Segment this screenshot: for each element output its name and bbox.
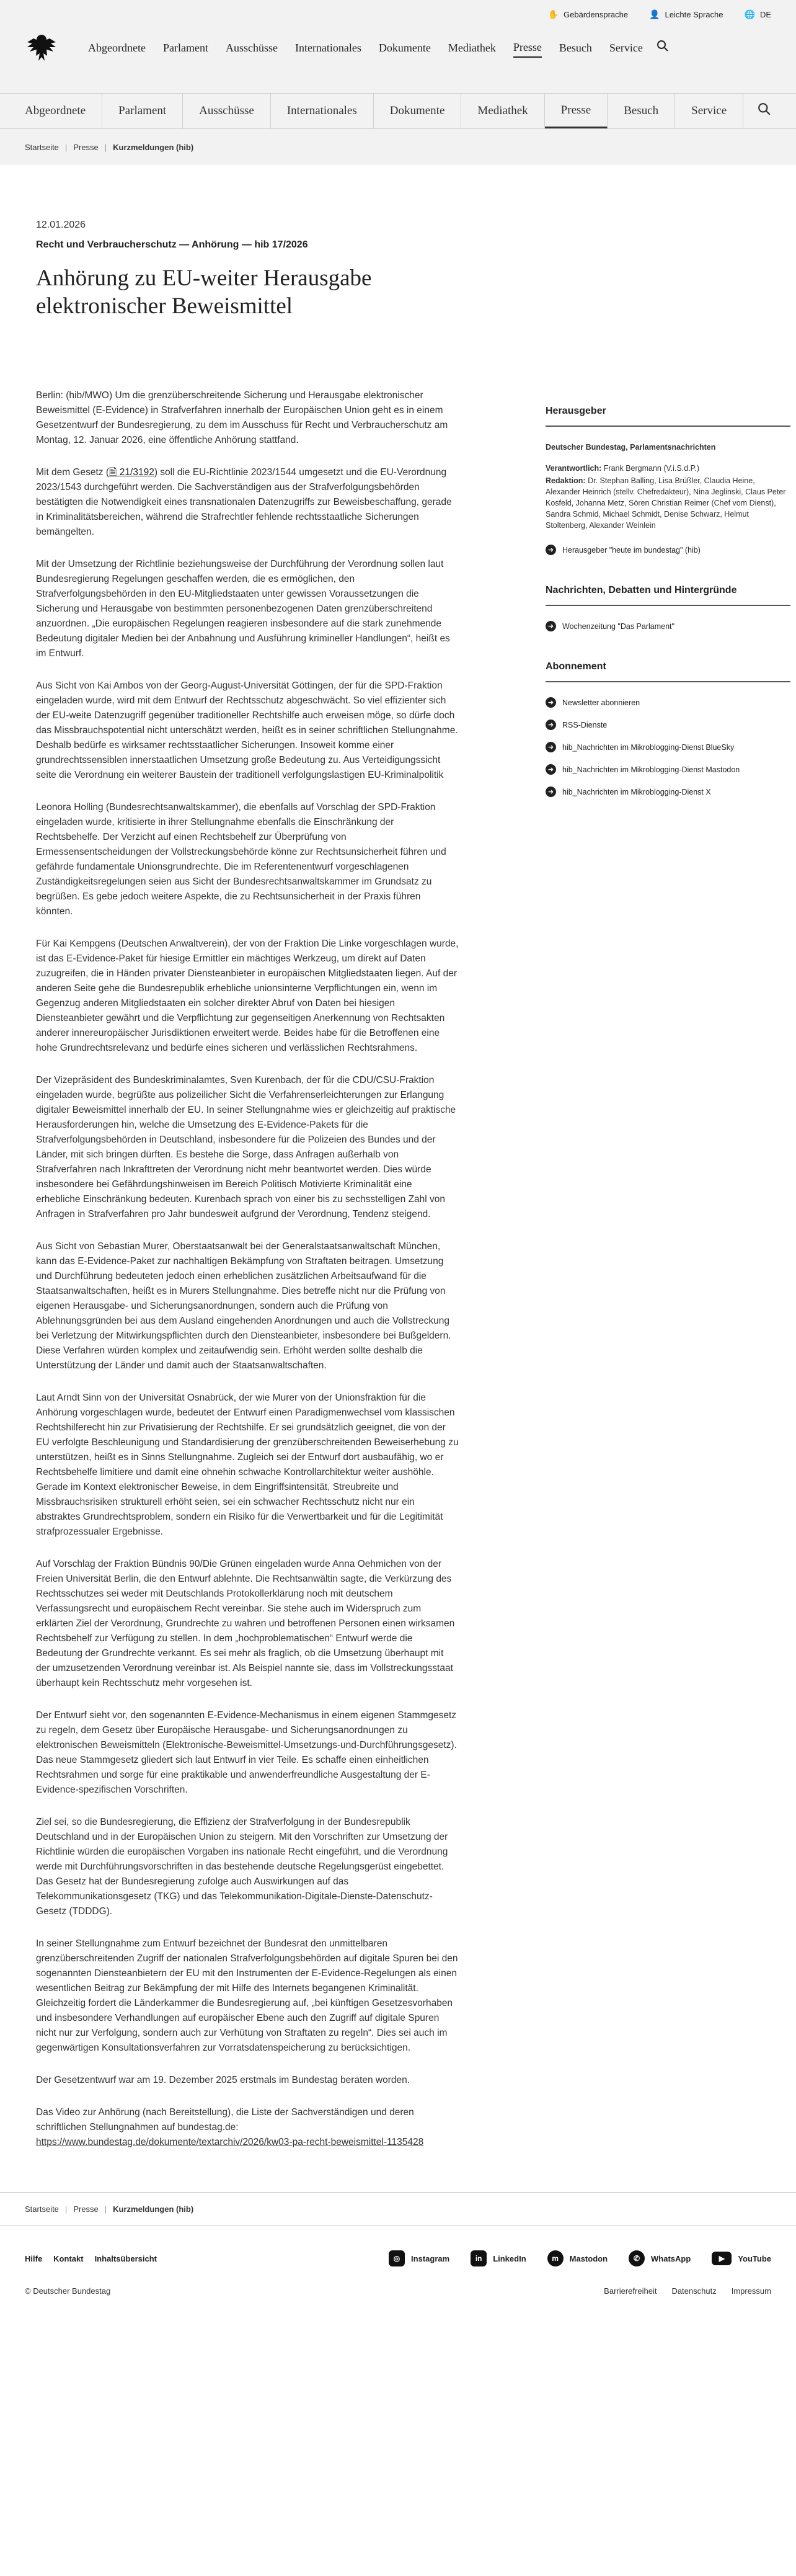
subnav-item-abgeordnete[interactable]: Abgeordnete [25,94,102,128]
bundestag-logo[interactable] [25,32,61,63]
youtube-label: YouTube [738,2253,771,2263]
footer-breadcrumb-startseite[interactable]: Startseite [25,2204,59,2214]
newsletter-link[interactable] [546,697,790,708]
paragraph-10: Auf Vorschlag der Fraktion Bündnis 90/Die Grünen eingeladen wurde Anna Oehmichen von der Freien Universität Berlin, die den Entwurf ablehnte. Die Rechtsanwältin sagte, die Verkürzung des Rechtsschutzes sei weder mit Deutschlands Protokollerklärung noch mit deutschem Verfassungsrecht und europäischem Recht vereinbar. Sie stehe auch im Widerspruch zum erklärten Ziel der Verordnung, Grundrechte zu wahren und betroffenen Personen einen wirksamen Rechtsbehelf zur Verfügung zu stellen. In dem „hochproblematischen“ Entwurf werde die Bedeutung der Grundrechte verkannt. Es sei mehr als fraglich, ob die Umsetzung überhaupt mit der umzusetzenden Verordnung vereinbar ist. Als Beispiel nannte sie, dass im Vollstreckungsstaat überhaupt kein Rechtsschutz mehr vorgesehen ist. [36,1559,455,1689]
subnav-item-internationales[interactable]: Internationales [271,94,374,128]
paragraph-2-end: ) soll die EU-Richtlinie 2023/1544 umgesetzt und die EU-Verordnung 2023/1543 durchgeführt werden. Die Sachverständigen aus der Strafverfolgungsbehörden bestätigten die Notwendigkeit eines transnationalen Datenzugriffs zur Beweisbeschaffung, gerade in Kriminalitätsbereichen, während die Strafrechtler fehlende rechtsstaatliche Sicherungen bemängelten. [36,467,452,538]
hand-icon: ✋ [547,9,559,19]
editors-line [546,475,790,531]
parlament-newspaper-link[interactable] [546,621,790,631]
legal-link-datenschutz[interactable]: Datenschutz [671,2286,717,2296]
publisher-link-label: Herausgeber "heute im bundestag" (hib) [562,545,701,555]
subnav-item-ausschuesse[interactable]: Ausschüsse [183,94,271,128]
legal-link-barrierefreiheit[interactable]: Barrierefreiheit [604,2286,657,2296]
subnav-item-service[interactable]: Service [675,94,743,128]
eagle-logo-icon [25,32,58,63]
subnav-item-besuch[interactable]: Besuch [608,94,675,128]
copyright: © Deutscher Bundestag [25,2286,111,2296]
whatsapp-icon: ✆ [629,2250,645,2266]
language-selector[interactable] [745,9,772,20]
linkedin-label: LinkedIn [493,2253,526,2263]
nav-item-parlament[interactable]: Parlament [162,41,208,54]
breadcrumb-startseite[interactable]: Startseite [25,142,59,152]
linkedin-icon: in [471,2250,487,2266]
nav-item-service[interactable]: Service [609,41,643,54]
x-link[interactable] [546,787,790,797]
social-links [389,2250,771,2266]
publisher-heading: Herausgeber [546,406,790,427]
responsible-label: Verantwortlich: [546,464,602,473]
instagram-link[interactable] [389,2250,449,2266]
subnav-item-dokumente[interactable]: Dokumente [374,94,462,128]
video-link[interactable]: https://www.bundestag.de/dokumente/textarchiv/2026/kw03-pa-recht-beweismittel-1135428 [36,2137,424,2148]
news-section [546,585,790,631]
language-label: DE [759,9,771,19]
editors-label: Redaktion: [546,476,586,486]
footer-link-inhaltsuebersicht[interactable]: Inhaltsübersicht [94,2253,157,2263]
mastodon-social-label: Mastodon [569,2253,608,2263]
easy-language-label: Leichte Sprache [665,9,723,19]
arrow-right-icon: ➜ [546,764,556,775]
news-heading: Nachrichten, Debatten und Hintergründe [546,585,790,606]
subnav-item-parlament[interactable]: Parlament [102,94,183,128]
mastodon-social-link[interactable] [547,2250,608,2266]
news-links [546,621,790,631]
arrow-right-icon: ➜ [546,742,556,752]
subnav-search-icon[interactable] [758,102,771,120]
footer-breadcrumb: Startseite | Presse | Kurzmeldungen (hib) [0,2192,796,2226]
x-label: hib_Nachrichten im Mikroblogging-Dienst X [562,787,711,796]
legal-links [604,2286,771,2296]
mastodon-link[interactable] [546,764,790,775]
breadcrumb-presse[interactable]: Presse [73,142,99,152]
arrow-right-icon: ➜ [546,720,556,730]
utility-bar [0,0,796,29]
breadcrumb: Startseite | Presse | Kurzmeldungen (hib) [25,142,194,152]
instagram-label: Instagram [411,2253,450,2263]
content-area [0,320,796,2167]
whatsapp-label: WhatsApp [651,2253,691,2263]
publisher-org: Deutscher Bundestag, Parlamentsnachrichten [546,443,716,452]
page-title: Anhörung zu EU-weiter Herausgabe elektronischer Beweismittel [36,265,372,319]
responsible-name: Frank Bergmann (V.i.S.d.P.) [603,464,700,473]
publisher-section [546,406,790,555]
paragraph-9: Laut Arndt Sinn von der Universität Osnabrück, der wie Murer von der Unionsfraktion für die Anhörung vorgeschlagen wurde, bedeutet der Entwurf einen Paradigmenwechsel vom klassischen Rechtshilferecht hin zur Privatisierung der Rechtshilfe. Er sei grundsätzlich geeignet, die von der EU verfolgte Beschleunigung und Standardisierung der grenzüberschreitenden Beweiserhebung zu unterstützen, heißt es in Sinns Stellungnahme. Zugleich sei der Entwurf dort ausbaufähig, wo er Rechtsbehelfe limitiere und damit eine ohnehin schwache Kontrollarchitektur weiter aushöhle. Gerade im Kontext elektronischer Beweise, in dem Eingriffsintensität, Streubreite und Missbrauchsrisiken strukturell erhöht seien, sei ein schwacher Rechtsschutz nicht nur ein abstraktes Grundrechtsproblem, sondern ein Risiko für die Verwertbarkeit und für die Legitimität strafprozessualer Ergebnisse. [36,1393,459,1538]
article-kicker: Recht und Verbraucherschutz — Anhörung — hib 17/2026 [36,239,308,250]
subscription-section [546,661,790,797]
easy-language-link[interactable] [649,9,723,20]
sub-nav [0,94,796,128]
subscription-links [546,697,790,797]
nav-item-ausschuesse[interactable]: Ausschüsse [225,41,278,54]
paragraph-11: Der Entwurf sieht vor, den sogenannten E-Evidence-Mechanismus in einem eigenen Stammgesetz zu regeln, dem Gesetz über Europäische Herausgabe- und Sicherungsanordnungen zu elektronischen Beweismitteln (Elektronische-Beweismittel-Umsetzungs-und-Durchführungsgesetz). Das neue Stammgesetz gliedert sich laut Entwurf in vier Teile. Es schaffe einen einheitlichen Rechtsrahmen und sorge für eine praktikable und anwenderfreundliche Ausgestaltung der E-Evidence-spezifischen Vorschriften. [36,1710,457,1796]
subscription-heading: Abonnement [546,661,790,682]
paragraph-3: Mit der Umsetzung der Richtlinie beziehungsweise der Durchführung der Verordnung sollen laut Bundesregierung Regelungen geschaffen werden, die es ermöglichen, den Strafverfolgungsbehörden in den EU-Mitgliedstaaten unter gewissen Voraussetzungen die Sicherung und Herausgabe von bestimmten personenbezogenen Daten grenzüberschreitend anzuordnen. „Die europäischen Regelungen reagieren insbesondere auf die stark zunehmende Bedeutung digitaler Medien bei der Anbahnung und Ausführung krimineller Handlungen“, heißt es im Entwurf. [36,559,450,659]
subnav-item-presse[interactable]: Presse [545,94,608,128]
article-body [36,388,459,2167]
nav-item-abgeordnete[interactable]: Abgeordnete [88,41,146,54]
youtube-link[interactable] [712,2250,771,2266]
document-icon: 🗎 [109,467,117,478]
newsletter-label: Newsletter abonnieren [562,698,640,707]
breadcrumb-current: Kurzmeldungen (hib) [113,142,194,152]
drucksache-link[interactable] [109,467,154,478]
youtube-icon: ▶ [712,2252,732,2265]
footer-link-kontakt[interactable]: Kontakt [53,2253,84,2263]
nav-item-dokumente[interactable]: Dokumente [378,41,431,54]
bluesky-link[interactable] [546,742,790,752]
footer-links [25,2254,157,2263]
sign-language-label: Gebärdensprache [564,9,629,19]
paragraph-1: Berlin: (hib/MWO) Um die grenzüberschreitende Sicherung und Herausgabe elektronischer Beweismittel (E-Evidence) in Strafverfahren innerhalb der Europäischen Union geht es in einem Gesetzentwurf der Bundesregierung, zu dem im Ausschuss für Recht und Verbraucherschutz am Montag, 12. Januar 2026, eine öffentliche Anhörung stattfand. [36,390,448,446]
arrow-right-icon: ➜ [546,545,556,555]
footer-link-hilfe[interactable]: Hilfe [25,2253,43,2263]
globe-icon: 🌐 [744,9,755,19]
nav-item-mediathek[interactable]: Mediathek [448,41,496,54]
paragraph-15 [36,2105,459,2150]
article-date: 12.01.2026 [36,220,86,230]
search-icon[interactable] [657,40,669,56]
editors-names: Dr. Stephan Balling, Lisa Brüßler, Claudia Heine, Alexander Heinrich (stellv. Chefredakteur), Nina Jeglinski, Claus Peter Kosfeld, Johanna Metz, Sören Christian Reimer (Chef vom Dienst), Sandra Schmid, Michael Schmidt, Denise Schwarz, Helmut Stoltenberg, Alexander Weinlein [546,476,786,530]
main-header [0,29,796,67]
publisher-links [546,545,790,555]
sticky-nav [0,93,796,129]
paragraph-13: In seiner Stellungnahme zum Entwurf bezeichnet der Bundesrat den unmittelbaren grenzüberschreitenden Zugriff der nationalen Strafverfolgungsbehörden auf digitale Spuren bei den sogenannten Diensteanbietern der EU mit den Instrumenten der E-Evidence-Regelungen als einen wesentlichen Beitrag zur Bekämpfung der mit Hilfe des Internets begangenen Kriminalität. Gleichzeitig fordert die Länderkammer die Bundesregierung auf, „bei künftigen Gesetzesvorhaben und insbesondere Verhandlungen auf europäischer Ebene auch den Zugriff auf digitale Spuren nicht nur zur Verfolgung, sondern auch zur Verhütung von Straftaten zu regeln“. Dies sei auch im gegenwärtigen Konsultationsverfahren zur Vorratsdatenspeicherung zu berücksichtigen. [36,1938,458,2054]
paragraph-15-text: Das Video zur Anhörung (nach Bereitstellung), die Liste der Sachverständigen und deren schriftlichen Stellungnahmen auf bundestag.de: [36,2107,414,2133]
paragraph-7: Der Vizepräsident des Bundeskriminalamtes, Sven Kurenbach, der für die CDU/CSU-Fraktion eingeladen wurde, begrüßte aus polizeilicher Sicht die Verfahrenserleichterungen zur Erlangung digitaler Beweismittel innerhalb der EU. In seiner Stellungnahme wies er gleichzeitig auf praktische Herausforderungen hin, welche die Umsetzung des E-Evidence-Pakets für die Strafverfolgungsbehörden in Deutschland, insbesondere für die Polizeien des Bundes und der Länder, mit sich bringen dürften. Es bestehe die Sorge, dass Anfragen außerhalb von Strafverfahren nach Inkrafttreten der Verordnung nicht mehr beantwortet werden. Dies würde insbesondere bei Gefährdungshinweisen im Bereich Politisch Motivierte Kriminalität eine erhebliche Einschränkung bedeuten. Kurenbach sprach von einer bis zu sechsstelligen Zahl von Anfragen in Strafverfahren pro Jahr bundesweit aufgrund der Verordnung, Tendenz steigend. [36,1075,456,1220]
sign-language-link[interactable] [548,9,629,20]
footer [0,2226,796,2296]
nav-item-presse[interactable]: Presse [513,38,542,58]
whatsapp-link[interactable] [629,2250,691,2266]
legal-link-impressum[interactable]: Impressum [731,2286,771,2296]
article-header [0,165,507,320]
paragraph-5: Leonora Holling (Bundesrechtsanwaltskammer), die ebenfalls auf Vorschlag der SPD-Fraktion eingeladen wurde, kritisierte in ihrer Stellungnahme ebenfalls die Einschränkung der Rechtsbehelfe. Der Verzicht auf einen Rechtsbehelf zur Überprüfung von Ermessensentscheidungen der Vollstreckungsbehörde könne zur Rechtsunsicherheit führen und gefährde fundamentale Unionsgrundrechte. Die im Referentenentwurf vorgeschlagenen Zuständigkeitsregelungen seien aus Sicht der Bundesrechtsanwaltskammer im Grundsatz zu begrüßen. Es gebe jedoch weitere Aspekte, die zu Rechtsunsicherheit in der Praxis führen könnten. [36,802,446,917]
footer-breadcrumb-presse[interactable]: Presse [73,2204,99,2214]
footer-breadcrumb-current: Kurzmeldungen (hib) [113,2204,194,2214]
nav-item-besuch[interactable]: Besuch [559,41,592,54]
paragraph-2 [36,465,459,540]
paragraph-12: Ziel sei, so die Bundesregierung, die Effizienz der Strafverfolgung in der Bundesrepublik Deutschland und in der Europäischen Union zu steigern. Mit den Vorschriften zur Umsetzung der Richtlinie würden die europäischen Vorgaben ins nationale Recht eingeführt, und die Verordnung werde mit Durchführungsvorschriften in das bestehende deutsche Regelungsgerüst eingebettet. Das Gesetz hat der Bundesregierung zufolge auch Auswirkungen auf das Telekommunikationsgesetz (TKG) und das Telekommunikation-Digitale-Dienste-Datenschutz-Gesetz (TDDDG). [36,1817,448,1917]
page-header [0,0,796,165]
arrow-right-icon: ➜ [546,697,556,708]
drucksache-link-label: 21/3192 [119,467,154,478]
paragraph-8: Aus Sicht von Sebastian Murer, Oberstaatsanwalt bei der Generalstaatsanwaltschaft München, kann das E-Evidence-Paket zur nachhaltigen Bekämpfung von Straftaten beitragen. Umsetzung und Durchführung bedeuteten jedoch einen erheblichen zusätzlichen Arbeitsaufwand für die Staatsanwaltschaften, heißt es in Murers Stellungnahme. Dies betreffe nicht nur die Prüfung von eigenen Herausgabe- und Sicherungsanordnungen, sondern auch die Prüfung von Ablehnungsgründen bei aus dem Ausland eingehenden Anordnungen und auch die Vollstreckung bei Verletzung der Mitwirkungspflichten durch den Diensteanbieter, insbesondere bei Bußgeldern. Diese Verfahren würden komplex und zeitaufwendig sein. Erhöht werden sollte deshalb die Unterstützung der Länder und damit auch der Staatsanwaltschaften. [36,1241,451,1371]
responsible-line [546,463,790,474]
bluesky-label: hib_Nachrichten im Mikroblogging-Dienst BlueSky [562,742,735,752]
publisher-link[interactable] [546,545,790,555]
paragraph-6: Für Kai Kempgens (Deutschen Anwaltverein), der von der Fraktion Die Linke vorgeschlagen wurde, ist das E-Evidence-Paket für hiesige Ermittler ein mächtiges Werkzeug, um direkt auf Daten zuzugreifen, die in Händen privater Diensteanbieter in europäischen Mitgliedstaaten liegen. Auf der anderen Seite gehe die Bundesrepublik erhebliche unionsinterne Verpflichtungen ein, wenn im Gegenzug anderen Mitgliedstaaten ein solcher direkter Abruf von Daten bei hiesigen Diensteanbieter gewährt und die Verpflichtung zur gegenseitigen Anerkennung von Rechtsakten anderer innereuropäischer Jurisdiktionen erweitert werde. Beides habe für die Betroffenen eine hohe Grundrechtsrelevanz und bedürfe eines sicheren und verlässlichen Rechtsrahmens. [36,938,459,1054]
paragraph-4: Aus Sicht von Kai Ambos von der Georg-August-Universität Göttingen, der für die SPD-Fraktion eingeladen wurde, wird mit dem Entwurf der Rechtsschutz abgeschwächt. So viel effizienter sich der EU-weite Datenzugriff gegenüber traditioneller Rechtshilfe auch erweisen möge, so dürfe doch das Missbrauchspotential nicht unterschätzt werden, heißt es in seiner schriftlichen Stellungnahme. Deshalb bedürfe es wirksamer rechtsstaatlicher Sicherungen. Insoweit komme einer grundrechtssensiblen innerstaatlichen Umsetzung große Bedeutung zu. Aus Verteidigungssicht seite die Verordnung ein weiterer Baustein der traditionell verfolgungslastigen EU-Kriminalpolitik [36,680,458,781]
arrow-right-icon: ➜ [546,787,556,797]
arrow-right-icon: ➜ [546,621,556,631]
rss-label: RSS-Dienste [562,720,608,729]
linkedin-link[interactable] [471,2250,526,2266]
paragraph-14: Der Gesetzentwurf war am 19. Dezember 2025 erstmals im Bundestag beraten worden. [36,2075,410,2086]
mastodon-label: hib_Nachrichten im Mikroblogging-Dienst Mastodon [562,765,740,774]
subnav-item-mediathek[interactable]: Mediathek [461,94,544,128]
main-nav [88,38,643,58]
paragraph-2-start: Mit dem Gesetz ( [36,467,109,478]
instagram-icon: ◎ [389,2250,405,2266]
sidebar [546,388,790,2167]
parlament-newspaper-label: Wochenzeitung "Das Parlament" [562,622,674,631]
rss-link[interactable] [546,720,790,730]
person-icon: 👤 [649,9,660,19]
mastodon-icon: m [547,2250,564,2266]
nav-item-internationales[interactable]: Internationales [294,41,361,54]
